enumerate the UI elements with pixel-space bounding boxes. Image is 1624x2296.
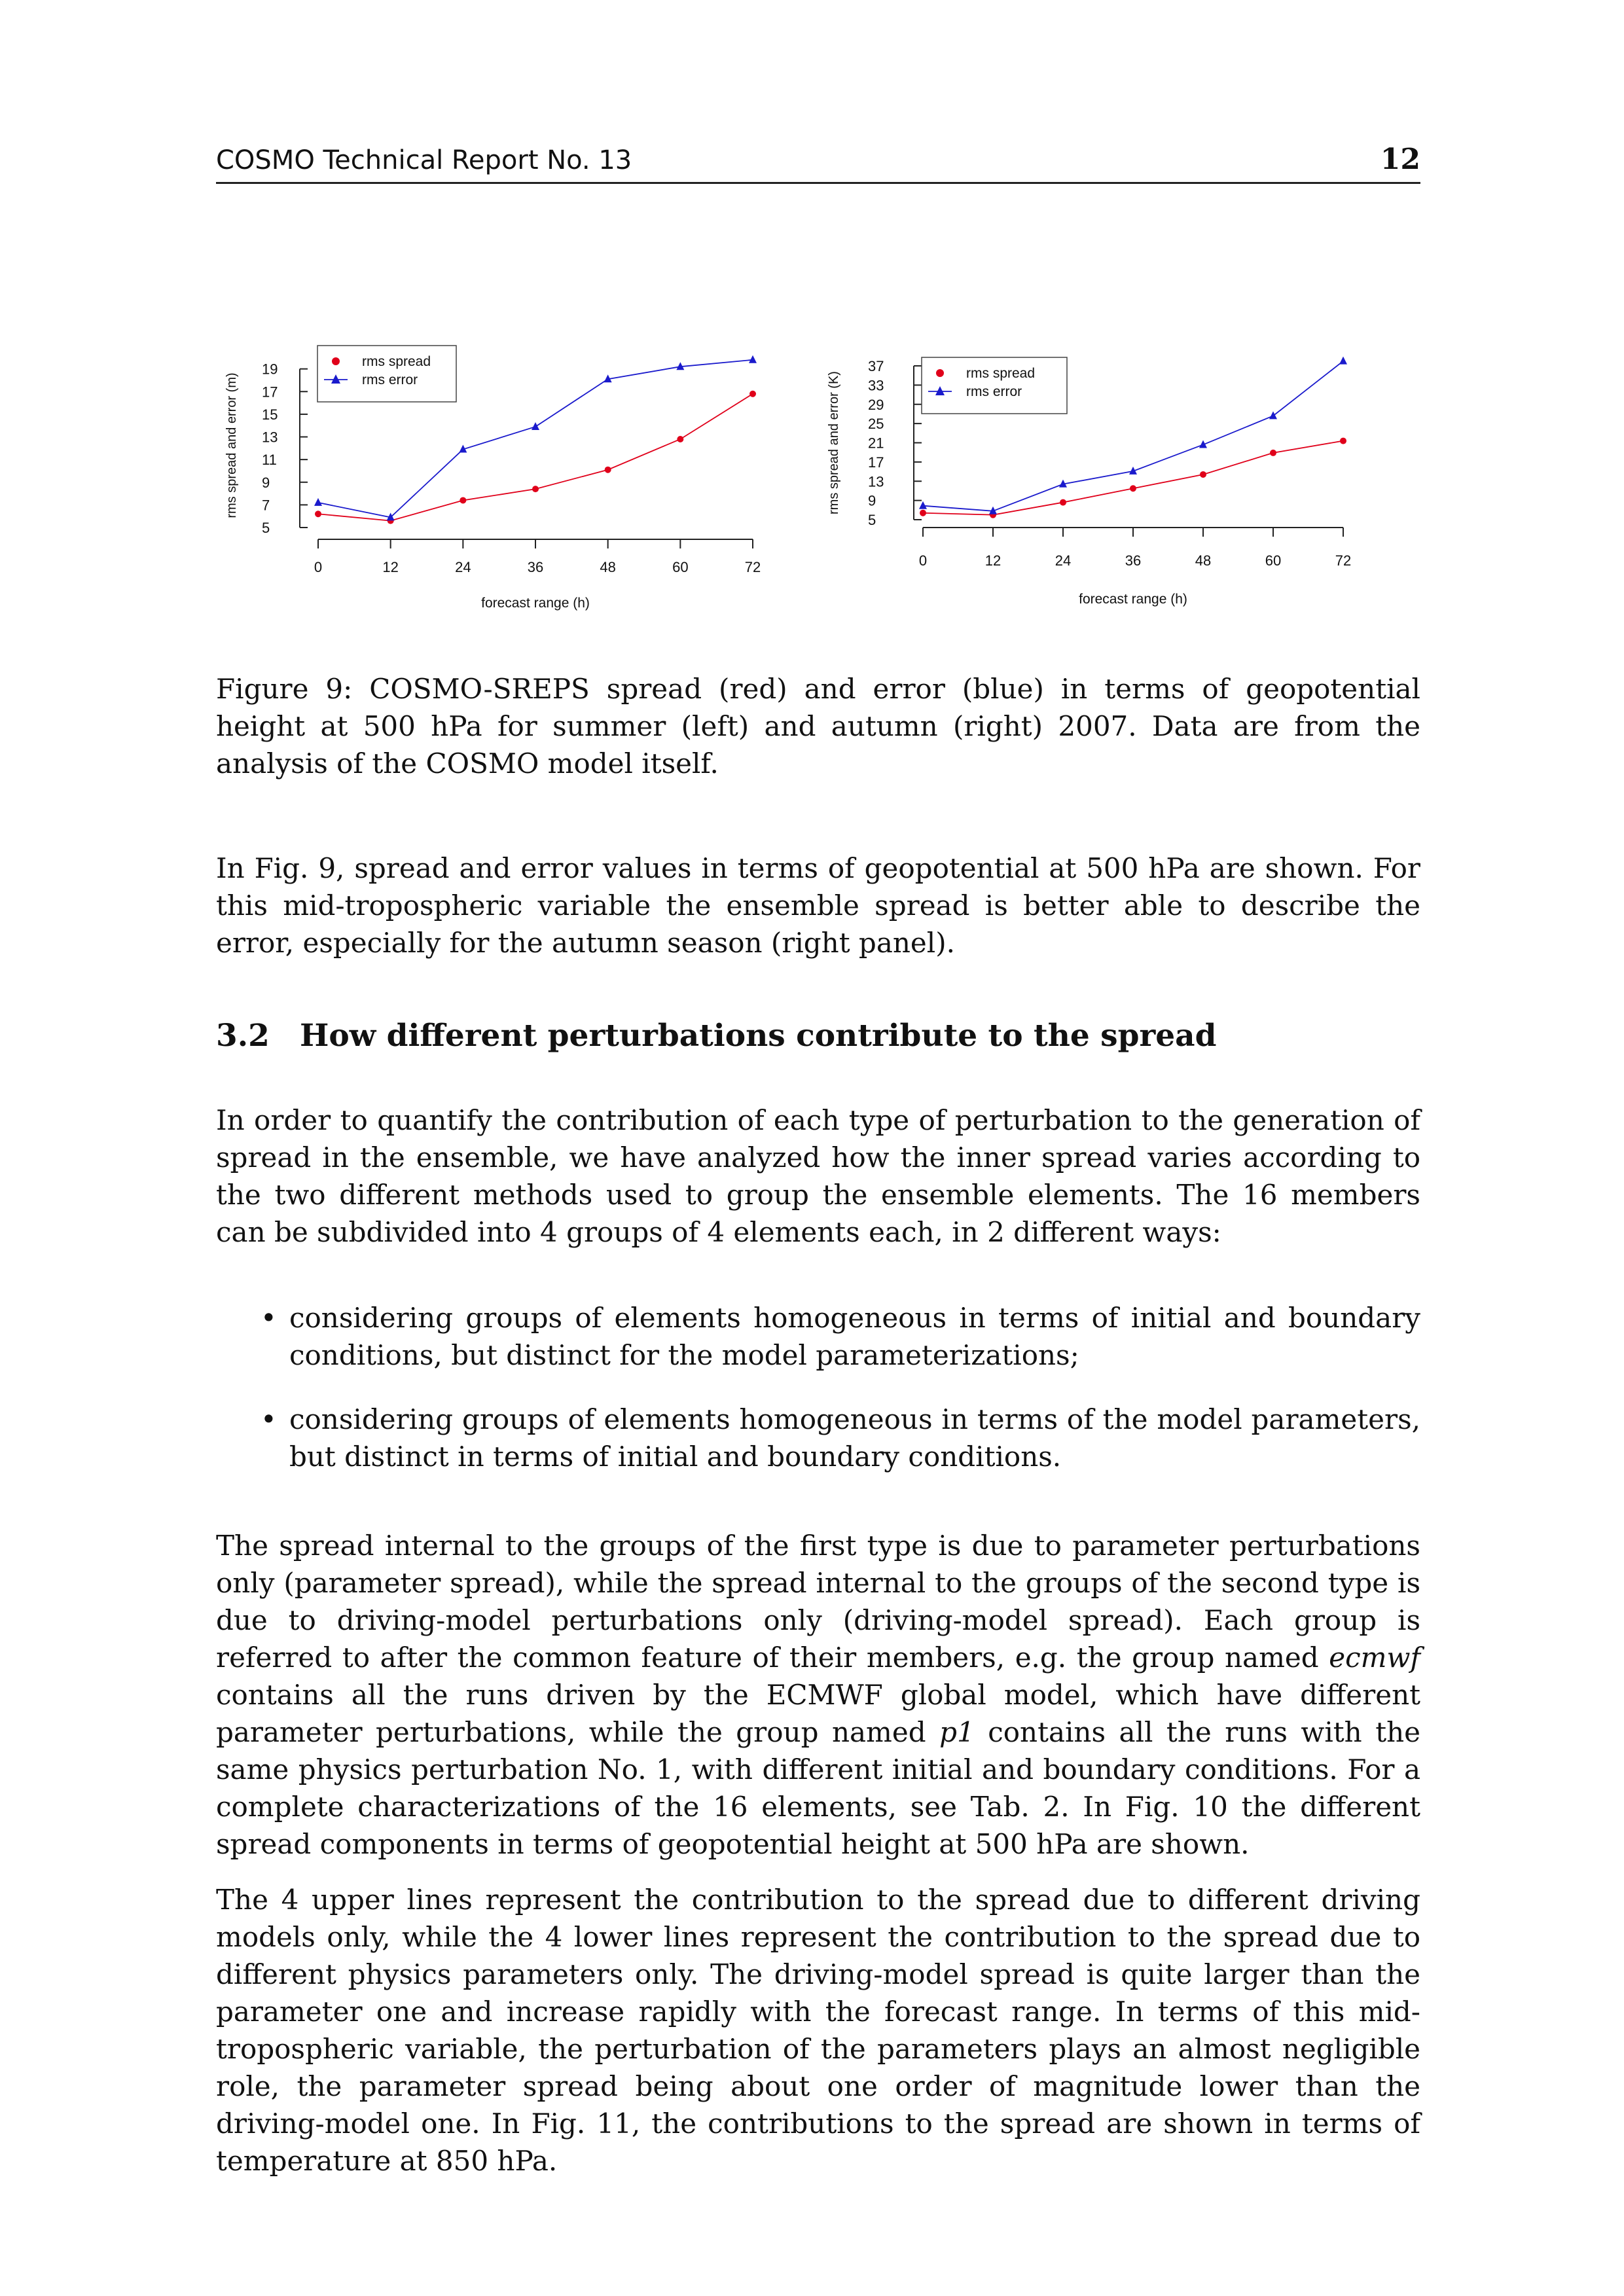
- x-tick-label: 48: [1195, 552, 1212, 569]
- x-tick-label: 48: [600, 559, 616, 575]
- data-point: [460, 497, 466, 503]
- series-line: [923, 441, 1343, 515]
- group-name-ecmwf: ecmwf: [1329, 1641, 1420, 1674]
- x-tick-label: 24: [1055, 552, 1072, 569]
- y-tick-label: 21: [868, 435, 884, 452]
- data-point: [1269, 411, 1277, 419]
- y-tick-label: 7: [262, 497, 270, 514]
- y-tick-label: 13: [262, 429, 278, 446]
- section-number: 3.2: [216, 1018, 270, 1054]
- legend-label: rms error: [966, 384, 1022, 399]
- data-point: [1339, 357, 1347, 365]
- data-point: [1060, 499, 1066, 506]
- x-tick-label: 36: [527, 559, 544, 575]
- y-tick-label: 5: [868, 512, 876, 528]
- bullet-item: • considering groups of elements homogeneous in terms of the model parameters, but distinct in terms of initial and boundary conditions.: [216, 1401, 1420, 1475]
- data-point: [1270, 450, 1276, 456]
- y-tick-label: 9: [868, 492, 876, 509]
- bullet-dot-icon: •: [261, 1302, 277, 1334]
- bullet-dot-icon: •: [261, 1403, 277, 1435]
- page-number: 12: [1380, 143, 1420, 176]
- running-header-title: COSMO Technical Report No. 13: [216, 145, 632, 175]
- y-tick-label: 15: [262, 406, 278, 423]
- data-point: [1200, 471, 1206, 478]
- paragraph-fig9-description: In Fig. 9, spread and error values in terms of geopotential at 500 hPa are shown. For this mid-tropospheric variable the ensemble spread is better able to describe the error, especially for the autumn season (right panel).: [216, 852, 1420, 959]
- x-tick-label: 72: [744, 559, 761, 575]
- data-point: [532, 422, 539, 430]
- x-tick-label: 24: [455, 559, 471, 575]
- data-point: [315, 511, 321, 517]
- data-point: [605, 467, 611, 473]
- data-point: [314, 498, 322, 506]
- x-axis-label: forecast range (h): [1079, 592, 1187, 607]
- header-rule: [216, 182, 1420, 184]
- y-tick-label: 37: [868, 358, 884, 374]
- data-point: [919, 501, 927, 509]
- y-tick-label: 17: [262, 384, 278, 401]
- y-axis-label: rms spread and error (m): [225, 372, 239, 518]
- y-tick-label: 17: [868, 454, 884, 471]
- legend-label: rms error: [362, 372, 418, 387]
- data-point: [749, 355, 757, 363]
- section-heading: [216, 1018, 1216, 1054]
- x-tick-label: 12: [382, 559, 399, 575]
- y-tick-label: 19: [262, 361, 278, 378]
- paragraph-intro-groups: In order to quantify the contribution of each type of perturbation to the generation of spread in the ensemble, we have analyzed how the inner spread varies according to the two different methods used to group the ensemble elements. The 16 members can be subdivided into 4 groups of 4 elements each, in 2 different ways:: [216, 1104, 1420, 1248]
- legend-marker: [332, 357, 340, 365]
- x-tick-label: 0: [918, 552, 928, 569]
- x-tick-label: 36: [1125, 552, 1142, 569]
- x-tick-label: 12: [984, 552, 1001, 569]
- legend-marker: [936, 369, 944, 377]
- section-title: How different perturbations contribute to the spread: [300, 1018, 1217, 1054]
- series-line: [318, 394, 753, 521]
- bullet-item: • considering groups of elements homogeneous in terms of initial and boundary conditions, but distinct for the model parameterizations;: [216, 1299, 1420, 1374]
- x-tick-label: 72: [1335, 552, 1352, 569]
- group-name-p1: p1: [939, 1716, 975, 1748]
- data-point: [749, 391, 756, 397]
- paragraph-fig10-description: The 4 upper lines represent the contribution to the spread due to different driving models only, while the 4 lower lines represent the contribution to the spread due to different physics parameters only. The driving-model spread is quite larger than the parameter one and increase rapidly with the forecast range. In terms of this mid-tropospheric variable, the perturbation of the parameters plays an almost negligible role, the parameter spread being about one order of magnitude lower than the driving-model one. In Fig. 11, the contributions to the spread are shown in terms of temperature at 850 hPa.: [216, 1884, 1420, 2177]
- data-point: [1130, 485, 1136, 492]
- y-tick-label: 13: [868, 473, 884, 490]
- figure-caption: Figure 9: COSMO-SREPS spread (red) and error (blue) in terms of geopotential height at 500 hPa for summer (left) and autumn (right) 2007. Data are from the analysis of the COSMO model itself.: [216, 673, 1420, 780]
- y-tick-label: 25: [868, 416, 884, 433]
- x-tick-label: 60: [672, 559, 689, 575]
- y-tick-label: 5: [262, 520, 270, 536]
- y-tick-label: 9: [262, 474, 270, 491]
- paragraph-spread-types: The spread internal to the groups of the first type is due to parameter perturbations only (parameter spread), while the spread internal to the groups of the second type is due to driving-model perturbations only (driving-model spread). Each group is referred to after the common feature of their members, e.g. the group named ecmwf contains all the runs driven by the ECMWF global model, which have different parameter perturbations, while the group named p1 contains all the runs with the same physics perturbation No. 1, with different initial and boundary conditions. For a complete characterizations of the 16 elements, see Tab. 2. In Fig. 10 the different spread components in terms of geopotential height at 500 hPa are shown.: [216, 1530, 1420, 1860]
- data-point: [532, 486, 539, 492]
- y-tick-label: 33: [868, 377, 884, 394]
- bullet-list: [216, 1299, 1420, 1502]
- y-tick-label: 29: [868, 396, 884, 413]
- y-tick-label: 11: [262, 452, 277, 469]
- x-tick-label: 0: [314, 559, 323, 575]
- legend-label: rms spread: [362, 354, 431, 369]
- data-point: [1340, 438, 1346, 444]
- chart-right-autumn: [818, 340, 1407, 622]
- data-point: [920, 510, 926, 516]
- x-tick-label: 60: [1265, 552, 1282, 569]
- chart-left-summer: [223, 340, 812, 622]
- data-point: [677, 436, 683, 442]
- x-axis-label: forecast range (h): [481, 596, 590, 611]
- y-axis-label: rms spread and error (K): [827, 371, 841, 514]
- legend-label: rms spread: [966, 366, 1036, 381]
